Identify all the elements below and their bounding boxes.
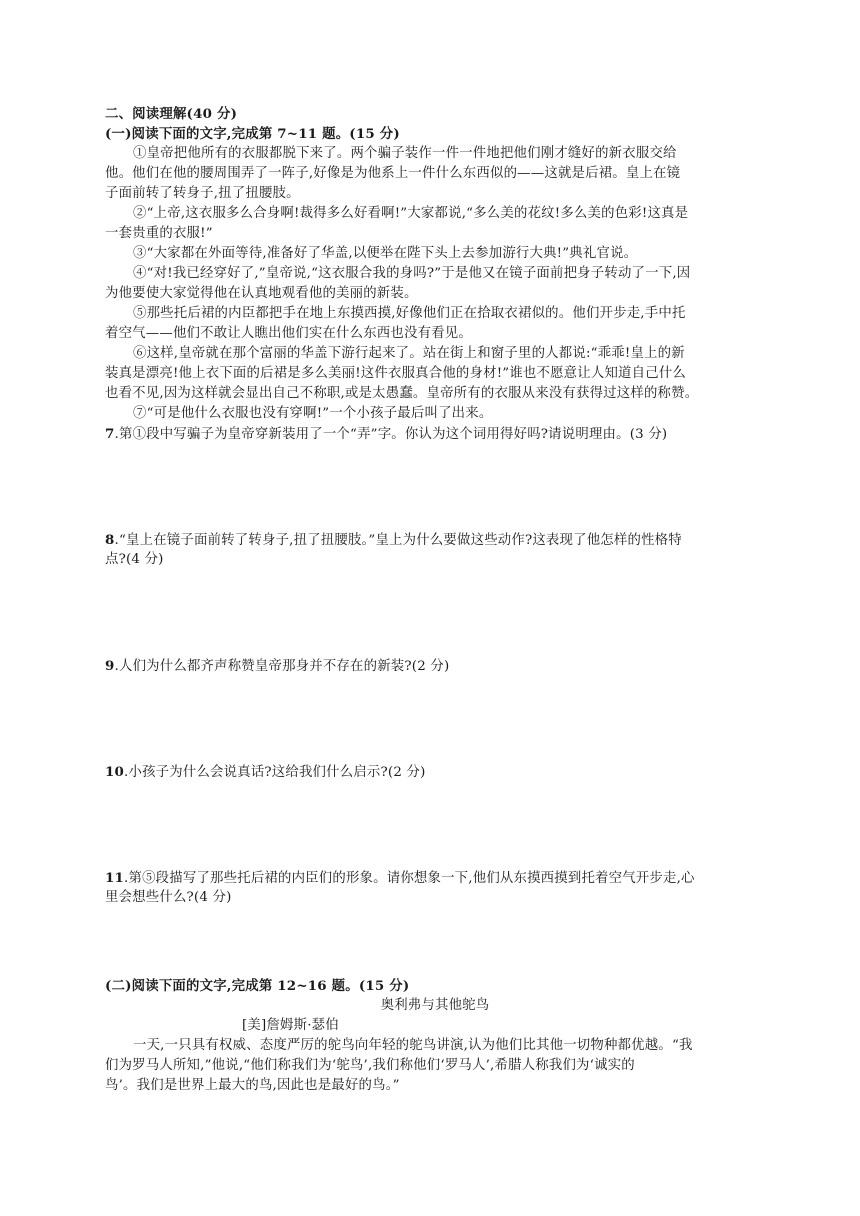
passage-line: 着空气——他们不敢让人瞧出他们实在什么东西也没有看见。: [105, 326, 472, 341]
question-number: 9: [105, 658, 115, 674]
passage-line: ④“对!我已经穿好了,”皇帝说,“这衣服合我的身吗?”于是他又在镜子面前把身子转动了一下,因: [133, 266, 691, 281]
passage-line: ①皇帝把他所有的衣服都脱下来了。两个骗子装作一件一件地把他们刚才缝好的新衣服交给: [133, 146, 677, 161]
section-heading: 二、阅读理解(40 分): [105, 106, 238, 122]
story-title: 奥利弗与其他鸵鸟: [380, 998, 490, 1013]
part1-heading: (一)阅读下面的文字,完成第 7~11 题。(15 分): [105, 126, 400, 142]
question-10: [105, 762, 426, 783]
question-number: 7: [105, 426, 115, 442]
question-text: .小孩子为什么会说真话?这给我们什么启示?(2 分): [124, 765, 426, 780]
question-text: .第①段中写骗子为皇帝穿新装用了一个“弄”字。你认为这个词用得好吗?请说明理由。(3 分): [114, 427, 668, 442]
passage-line: 也看不见,因为这样就会显出自己不称职,或是太愚蠢。皇帝所有的衣服从来没有获得过这样的称赞。: [105, 386, 699, 401]
passage-line: ③“大家都在外面等待,准备好了华盖,以便举在陛下头上去参加游行大典!”典礼官说。: [133, 246, 638, 261]
passage-line: ⑦“可是他什么衣服也没有穿啊!”一个小孩子最后叫了出来。: [133, 406, 493, 421]
question-8: [105, 530, 682, 551]
passage-line: 鸟’。我们是世界上最大的鸟,因此也是最好的鸟。”: [105, 1078, 400, 1093]
question-7: [105, 424, 667, 445]
question-number: 11: [105, 870, 125, 886]
question-number: 10: [105, 764, 125, 780]
passage-line: ⑤那些托后裙的内臣都把手在地上东摸西摸,好像他们正在拾取衣裙似的。他们开步走,手中托: [133, 306, 686, 321]
question-text: .人们为什么都齐声称赞皇帝那身并不存在的新装?(2 分): [114, 659, 450, 674]
question-11: [105, 868, 695, 889]
passage-line: ②“上帝,这衣服多么合身啊!裁得多么好看啊!”大家都说,“多么美的花纹!多么美的色彩!这真是: [133, 206, 689, 221]
question-9: [105, 656, 449, 677]
question-text: .第⑤段描写了那些托后裙的内臣们的形象。请你想象一下,他们从东摸西摸到托着空气开步走,心: [124, 871, 695, 886]
question-11-cont: 里会想些什么?(4 分): [105, 890, 232, 905]
passage-line: 们为罗马人所知,”他说,“他们称我们为‘鸵鸟’,我们称他们‘罗马人’,希腊人称我们为‘诚实的: [105, 1058, 635, 1073]
passage-line: ⑥这样,皇帝就在那个富丽的华盖下游行起来了。站在街上和窗子里的人都说:“乖乖!皇上的新: [133, 346, 685, 361]
passage-line: 一天,一只具有权威、态度严厉的鸵鸟向年轻的鸵鸟讲演,认为他们比其他一切物种都优越。“我: [133, 1038, 693, 1053]
question-number: 8: [105, 532, 115, 548]
question-text: .“皇上在镜子面前转了转身子,扭了扭腰肢。”皇上为什么要做这些动作?这表现了他怎样的性格特: [114, 533, 682, 548]
passage-line: 一套贵重的衣服!”: [105, 226, 213, 241]
question-8-cont: 点?(4 分): [105, 552, 164, 567]
passage-line: 装真是漂亮!他上衣下面的后裙是多么美丽!这件衣服真合他的身材!”谁也不愿意让人知道自己什么: [105, 366, 687, 381]
part2-heading: (二)阅读下面的文字,完成第 12~16 题。(15 分): [105, 978, 410, 994]
passage-line: 他。他们在他的腰周围弄了一阵子,好像是为他系上一件什么东西似的——这就是后裙。皇上在镜: [105, 166, 681, 181]
passage-line: 子面前转了转身子,扭了扭腰肢。: [105, 186, 300, 201]
passage-line: 为他要使大家觉得他在认真地观看他的美丽的新装。: [105, 286, 418, 301]
story-author: [美]詹姆斯·瑟伯: [242, 1018, 339, 1033]
